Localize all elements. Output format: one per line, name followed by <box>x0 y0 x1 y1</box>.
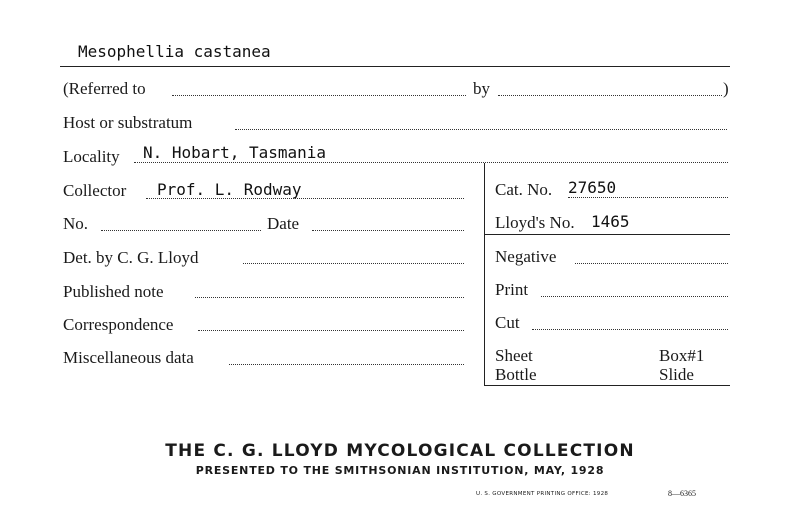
lloyds-no-value: 1465 <box>591 212 630 231</box>
sheet-label: Sheet <box>495 346 533 365</box>
referred-to-field[interactable] <box>172 95 466 96</box>
collection-title: THE C. G. LLOYD MYCOLOGICAL COLLECTION <box>165 441 635 461</box>
locality-value: N. Hobart, Tasmania <box>143 143 327 162</box>
collector-label: Collector <box>63 181 127 200</box>
correspondence-label: Correspondence <box>63 315 174 334</box>
collection-subtitle: PRESENTED TO THE SMITHSONIAN INSTITUTION, MAY, 1928 <box>195 464 605 477</box>
cut-field[interactable] <box>532 329 728 330</box>
catalog-box-bottom-rule <box>484 385 730 386</box>
lloyds-no-label: Lloyd's No. <box>495 213 575 232</box>
det-by-field[interactable] <box>243 263 464 264</box>
print-field[interactable] <box>541 296 728 297</box>
correspondence-field[interactable] <box>198 330 464 331</box>
det-by-label: Det. by C. G. Lloyd <box>63 248 199 267</box>
form-number: 8—6365 <box>668 489 696 498</box>
no-field[interactable] <box>101 230 261 231</box>
host-label: Host or substratum <box>63 113 193 132</box>
box-value: #1 <box>687 346 705 365</box>
misc-field[interactable] <box>229 364 464 365</box>
box-label: Box <box>659 346 688 365</box>
by-field[interactable] <box>498 95 722 96</box>
bottle-label: Bottle <box>495 365 537 384</box>
species-name-rule <box>60 66 730 67</box>
host-field[interactable] <box>235 129 727 130</box>
slide-label: Slide <box>659 365 694 384</box>
lloyds-no-rule <box>484 234 730 235</box>
locality-field[interactable] <box>134 162 728 163</box>
published-note-field[interactable] <box>195 297 464 298</box>
cat-no-label: Cat. No. <box>495 180 553 199</box>
collector-value: Prof. L. Rodway <box>157 180 302 199</box>
date-label: Date <box>267 214 300 233</box>
referred-to-label: (Referred to <box>63 79 146 98</box>
negative-label: Negative <box>495 247 557 266</box>
species-name: Mesophellia castanea <box>78 42 271 61</box>
printing-office-note: U. S. GOVERNMENT PRINTING OFFICE: 1928 <box>476 491 609 497</box>
cat-no-value: 27650 <box>568 178 617 197</box>
published-note-label: Published note <box>63 282 164 301</box>
catalog-box-border <box>484 163 485 386</box>
date-field[interactable] <box>312 230 464 231</box>
misc-label: Miscellaneous data <box>63 348 194 367</box>
collector-field[interactable] <box>146 198 464 199</box>
negative-field[interactable] <box>575 263 728 264</box>
print-label: Print <box>495 280 529 299</box>
by-label: by <box>473 79 490 98</box>
box-field <box>659 346 704 366</box>
no-label: No. <box>63 214 89 233</box>
cat-no-field[interactable] <box>568 197 728 198</box>
locality-label: Locality <box>63 147 120 166</box>
cut-label: Cut <box>495 313 520 332</box>
close-paren: ) <box>723 79 729 98</box>
